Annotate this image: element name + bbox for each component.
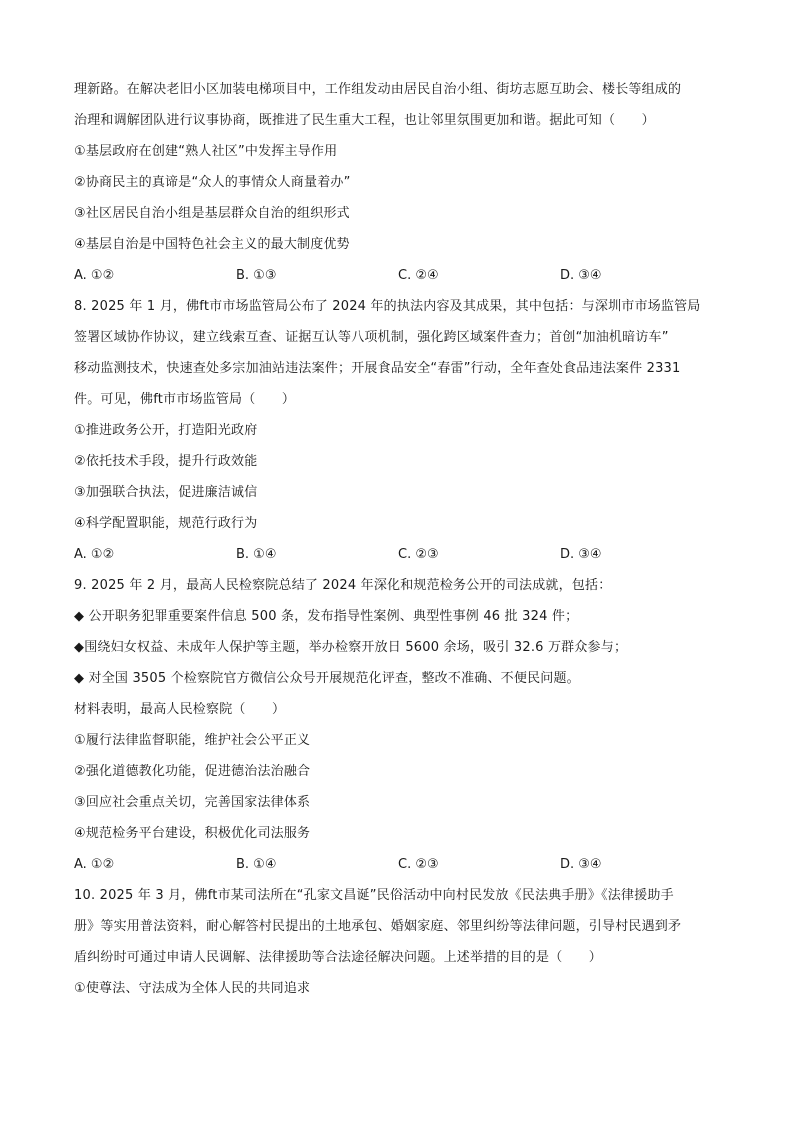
question-stem-line: 8. 2025 年 1 月，佛ft市市场监管局公布了 2024 年的执法内容及其成果，其中包括：与深圳市市场监管局 bbox=[74, 299, 701, 314]
option-b: B. ①④ bbox=[236, 857, 277, 872]
bullet-item: ◆ 公开职务犯罪重要案件信息 500 条，发布指导性案例、典型性事例 46 批 324 件； bbox=[74, 609, 579, 624]
exam-page bbox=[74, 74, 724, 1004]
bullet-item: ◆ 对全国 3505 个检察院官方微信公众号开展规范化评查，整改不准确、不便民问题。 bbox=[74, 671, 580, 686]
option-d: D. ③④ bbox=[560, 857, 602, 872]
option-a: A. ①② bbox=[74, 268, 115, 283]
statement-item: ①推进政务公开，打造阳光政府 bbox=[74, 423, 258, 438]
answer-options bbox=[74, 260, 724, 291]
option-b: B. ①④ bbox=[236, 547, 277, 562]
option-c: C. ②④ bbox=[398, 268, 439, 283]
statement-item: ④基层自治是中国特色社会主义的最大制度优势 bbox=[74, 237, 350, 252]
question-stem-line: 10. 2025 年 3 月，佛ft市某司法所在“孔家文昌诞”民俗活动中向村民发放《民法典手册》《法律援助手 bbox=[74, 888, 674, 903]
question-8 bbox=[74, 291, 724, 570]
question-stem-line: 签署区域协作协议，建立线索互查、证据互认等八项机制，强化跨区域案件查力；首创“加油机暗访车” bbox=[74, 330, 669, 345]
statement-item: ④科学配置职能，规范行政行为 bbox=[74, 516, 258, 531]
statement-item: ②依托技术手段，提升行政效能 bbox=[74, 454, 258, 469]
option-b: B. ①③ bbox=[236, 268, 277, 283]
statement-item: ④规范检务平台建设，积极优化司法服务 bbox=[74, 826, 311, 841]
question-10 bbox=[74, 880, 724, 1004]
statement-item: ①基层政府在创建“熟人社区”中发挥主导作用 bbox=[74, 144, 338, 159]
statement-item: ③回应社会重点关切，完善国家法律体系 bbox=[74, 795, 311, 810]
question-stem-line: 理新路。在解决老旧小区加装电梯项目中，工作组发动由居民自治小组、街坊志愿互助会、楼长等组成的 bbox=[74, 82, 682, 97]
statement-item: ③加强联合执法，促进廉洁诚信 bbox=[74, 485, 258, 500]
option-c: C. ②③ bbox=[398, 857, 439, 872]
question-9 bbox=[74, 570, 724, 880]
answer-options bbox=[74, 539, 724, 570]
question-stem-line: 移动监测技术，快速查处多宗加油站违法案件；开展食品安全“春雷”行动，全年查处食品违法案件 2331 bbox=[74, 361, 681, 376]
option-d: D. ③④ bbox=[560, 547, 602, 562]
question-lead: 材料表明，最高人民检察院（ ） bbox=[74, 702, 286, 717]
bullet-item: ◆围绕妇女权益、未成年人保护等主题，举办检察开放日 5600 余场，吸引 32.6 万群众参与； bbox=[74, 640, 628, 655]
option-c: C. ②③ bbox=[398, 547, 439, 562]
question-stem-line: 9. 2025 年 2 月，最高人民检察院总结了 2024 年深化和规范检务公开的司法成就，包括： bbox=[74, 578, 612, 593]
question-stem-line: 治理和调解团队进行议事协商，既推进了民生重大工程，也让邻里氛围更加和谐。据此可知（ ） bbox=[74, 113, 655, 128]
statement-item: ②强化道德教化功能，促进德治法治融合 bbox=[74, 764, 311, 779]
option-d: D. ③④ bbox=[560, 268, 602, 283]
option-a: A. ①② bbox=[74, 547, 115, 562]
statement-item: ②协商民主的真谛是“众人的事情众人商量着办” bbox=[74, 175, 351, 190]
statement-item: ③社区居民自治小组是基层群众自治的组织形式 bbox=[74, 206, 350, 221]
statement-item: ①履行法律监督职能，维护社会公平正义 bbox=[74, 733, 311, 748]
question-stem-line: 件。可见，佛ft市市场监管局（ ） bbox=[74, 392, 296, 407]
answer-options bbox=[74, 849, 724, 880]
question-7 bbox=[74, 74, 724, 291]
statement-item: ①使尊法、守法成为全体人民的共同追求 bbox=[74, 981, 311, 996]
question-stem-line: 盾纠纷时可通过申请人民调解、法律援助等合法途径解决问题。上述举措的目的是（ ） bbox=[74, 950, 603, 965]
question-stem-line: 册》等实用普法资料，耐心解答村民提出的土地承包、婚姻家庭、邻里纠纷等法律问题，引导村民遇到矛 bbox=[74, 919, 682, 934]
option-a: A. ①② bbox=[74, 857, 115, 872]
